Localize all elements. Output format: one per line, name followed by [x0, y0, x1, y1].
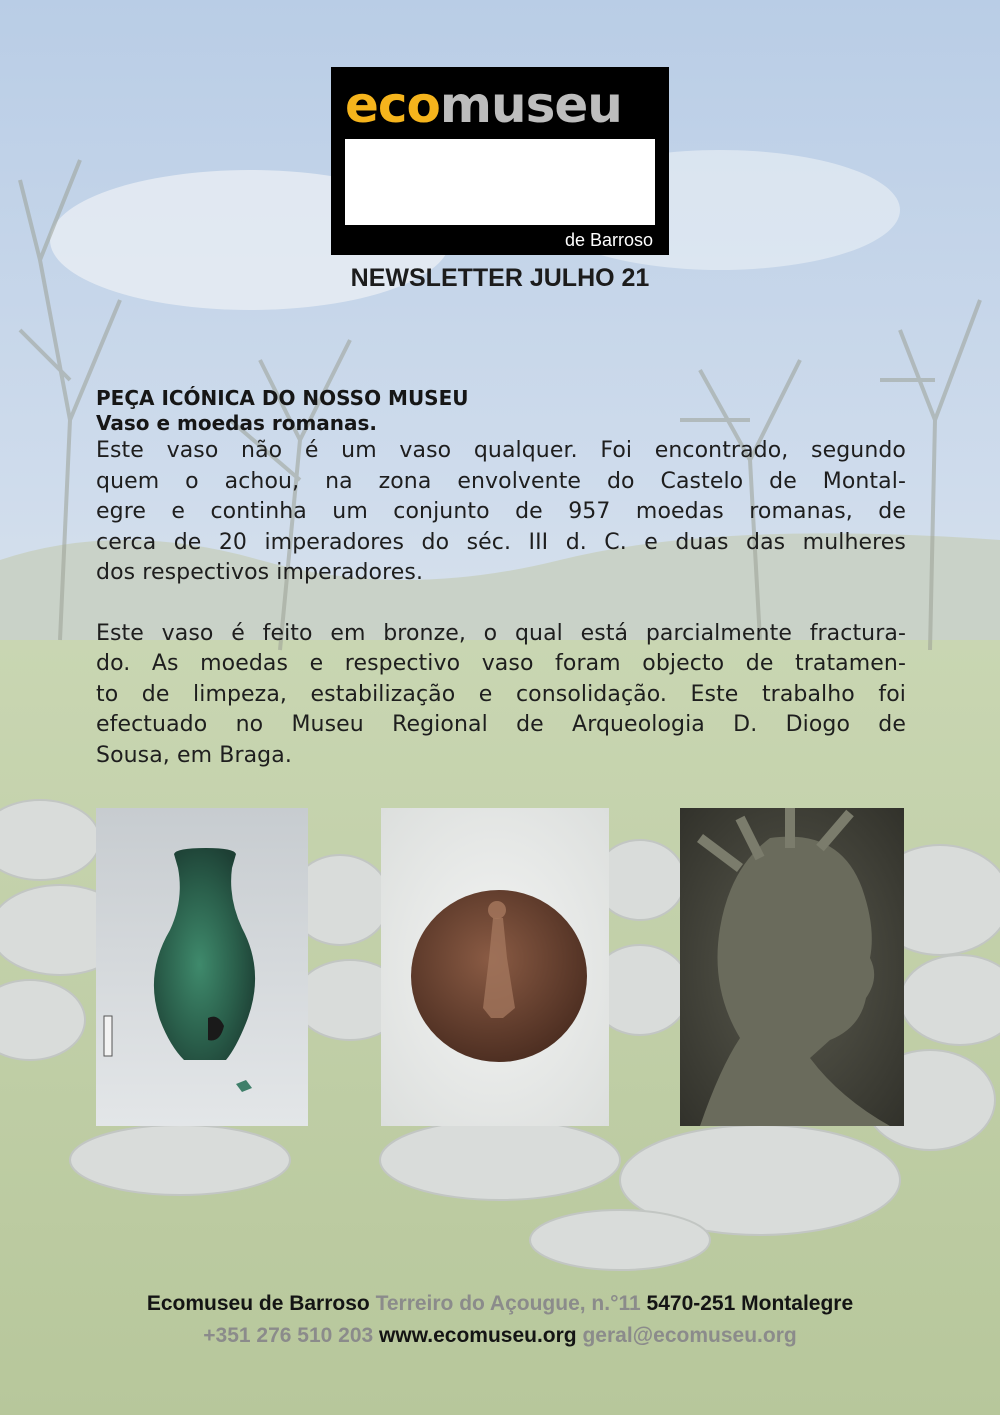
newsletter-title: NEWSLETTER JULHO 21: [350, 264, 650, 292]
logo-museu: museu: [439, 76, 622, 134]
paragraph-line: Este vaso é feito em bronze, o qual está parcialmente fractura-: [96, 620, 906, 646]
footer-address: Terreiro do Açougue, n.°11: [375, 1292, 641, 1315]
paragraph-line: quem o achou, na zona envolvente do Castelo de Montal-: [96, 468, 906, 494]
article-paragraph-2: [96, 619, 906, 772]
roman-coin-emperor-portrait-photo: [680, 808, 904, 1126]
paragraph-line: egre e continha um conjunto de 957 moedas romanas, de: [96, 499, 906, 524]
logo-window: [345, 139, 655, 225]
footer-org-name: Ecomuseu de Barroso: [146, 1292, 370, 1315]
article: [96, 386, 906, 771]
bronze-vase-photo: [96, 808, 308, 1126]
ecomuseu-logo: [331, 67, 669, 255]
roman-coin-reverse-photo: [381, 808, 609, 1126]
paragraph-line: Este vaso não é um vaso qualquer. Foi encontrado, segundo: [96, 438, 906, 463]
paragraph-line: to de limpeza, estabilização e consolidação. Este trabalho foi: [96, 681, 906, 707]
logo-wordmark: [345, 75, 622, 135]
footer-postcode: 5470-251 Montalegre: [646, 1292, 854, 1315]
paragraph-line: cerca de 20 imperadores do séc. III d. C. e duas das mulheres: [96, 529, 906, 555]
paragraph-line: dos respectivos imperadores.: [96, 560, 424, 585]
article-paragraph-1: [96, 436, 906, 589]
paragraph-line: do. As moedas e respectivo vaso foram objecto de tratamen-: [96, 651, 906, 676]
footer-line-2: [0, 1324, 1000, 1348]
footer-website-link[interactable]: www.ecomuseu.org: [379, 1324, 577, 1347]
footer-phone[interactable]: +351 276 510 203: [203, 1324, 374, 1347]
article-heading: PEÇA ICÓNICA DO NOSSO MUSEU: [96, 386, 469, 410]
paragraph-line: efectuado no Museu Regional de Arqueologia D. Diogo de: [96, 712, 906, 737]
footer-line-1: [0, 1292, 1000, 1316]
footer-email-link[interactable]: geral@ecomuseu.org: [582, 1324, 797, 1347]
article-subheading: Vaso e moedas romanas.: [96, 411, 378, 435]
logo-subtitle: de Barroso: [564, 230, 653, 250]
paragraph-line: Sousa, em Braga.: [96, 742, 292, 768]
logo-eco: eco: [345, 76, 440, 134]
